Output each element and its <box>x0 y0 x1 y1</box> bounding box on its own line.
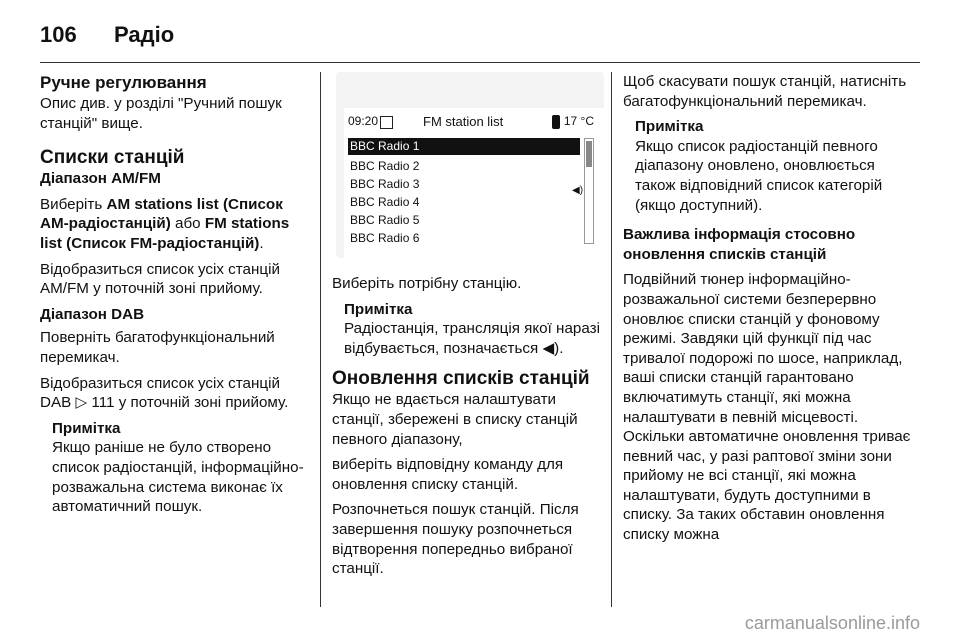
watermark: carmanualsonline.info <box>744 613 920 633</box>
heading-update-lists: Оновлення списків станцій <box>332 368 590 390</box>
note-text: Радіостанція, трансляція якої наразі відбувається, позначається ◀). <box>344 320 600 357</box>
heading-dab: Діапазон DAB <box>40 305 145 323</box>
station-item[interactable]: BBC Radio 5 <box>350 213 420 227</box>
note-title: Примітка <box>52 419 121 437</box>
fm-list-label: FM stations list (Список FM-радіостанцій) <box>40 215 290 252</box>
note-text: Якщо раніше не було створено список радіостанцій, інформаційно-розважальна система виконає їх автоматичний пошук. <box>52 439 304 516</box>
clock-icon <box>380 116 393 129</box>
column-divider <box>320 72 321 607</box>
column-right <box>623 72 915 551</box>
note-block <box>332 300 604 359</box>
heading-station-lists: Списки станцій <box>40 147 185 169</box>
note-title: Примітка <box>635 118 704 136</box>
station-item[interactable]: BBC Radio 2 <box>350 159 420 173</box>
thermometer-icon <box>552 115 560 129</box>
para-manual: Опис див. у розділі "Ручний пошук станцій" вище. <box>40 95 282 132</box>
para-cancel-search: Щоб скасувати пошук станцій, натисніть багатофункціональний перемикач. <box>623 73 907 110</box>
para-search-start: Розпочнеться пошук станцій. Після завершення пошуку розпочнеться відтворення попередньо вибраної станції. <box>332 501 579 578</box>
page-ref-icon: ▷ <box>75 394 88 412</box>
station-item[interactable]: BBC Radio 3 <box>350 177 420 191</box>
note-text: Якщо список радіостанцій певного діапазону оновлено, оновлюється також відповідний список категорій (якщо доступний). <box>635 137 883 214</box>
para-choose-command: виберіть відповідну команду для оновлення списку станцій. <box>332 456 564 493</box>
screen-temp: 17 °C <box>563 114 594 129</box>
para-amfm-show: Відобразиться список усіх станцій AM/FM у поточній зоні прийому. <box>40 260 280 298</box>
page-title: Радіо <box>114 22 175 47</box>
scrollbar-thumb[interactable] <box>586 141 592 167</box>
para-choose-station: Виберіть потрібну станцію. <box>332 275 522 292</box>
para-if-not-tuned: Якщо не вдається налаштувати станції, збережені в списку станцій певного діапазону, <box>332 391 578 448</box>
column-left <box>40 72 312 527</box>
para-select-list: Виберіть AM stations list (Список AM-радіостанцій) або FM stations list (Список FM-радіостанцій). <box>40 195 290 252</box>
scrollbar[interactable] <box>584 138 594 244</box>
page-ref: 111 <box>91 394 115 412</box>
heading-manual: Ручне регулювання <box>40 73 207 92</box>
para-dab-turn: Поверніть багатофункціональний перемикач. <box>40 329 275 366</box>
column-divider <box>611 72 612 607</box>
page-header <box>40 18 174 52</box>
note-title: Примітка <box>344 300 413 318</box>
speaker-icon: ◀) <box>572 185 584 196</box>
am-list-label: AM stations list (Список AM-радіостанцій) <box>40 195 283 233</box>
heading-important-info: Важлива інформація стосовно оновлення списків станцій <box>623 226 856 263</box>
screen-time: 09:20 <box>348 114 379 129</box>
para-dual-tuner: Подвійний тюнер інформаційно-розважальної системи безперервно оновлює списки станцій у фоновому режимі. Завдяки цій функції під час тривалої подорожі по шосе, наприклад, ваші списки станцій гарантовано включатимуть станції, які можна налаштувати в певній місцевості. Оскільки автоматичне оновлення триває певний час, у разі раптової зміни зони прийому не всі станції, які можна налаштувати, будуть доступними в списку. За таких обставин оновлення списку можна <box>623 271 911 544</box>
station-item[interactable]: BBC Radio 6 <box>350 231 420 245</box>
station-item-selected[interactable]: BBC Radio 1 <box>348 138 580 155</box>
screen-temp-group <box>552 112 594 132</box>
column-middle <box>332 72 604 585</box>
screen-title: FM station list <box>423 114 504 130</box>
note-block <box>40 419 312 517</box>
screen-status-bar <box>348 108 604 136</box>
header-rule <box>40 62 920 63</box>
heading-amfm: Діапазон AM/FM <box>40 170 161 188</box>
station-list-screen <box>336 72 604 258</box>
speaker-icon: ◀) <box>542 339 560 357</box>
page-number: 106 <box>40 22 77 47</box>
note-block <box>623 117 915 215</box>
para-dab-show: Відобразиться список усіх станцій DAB ▷ 111 у поточній зоні прийому. <box>40 374 289 412</box>
station-item[interactable]: BBC Radio 4 <box>350 195 420 209</box>
